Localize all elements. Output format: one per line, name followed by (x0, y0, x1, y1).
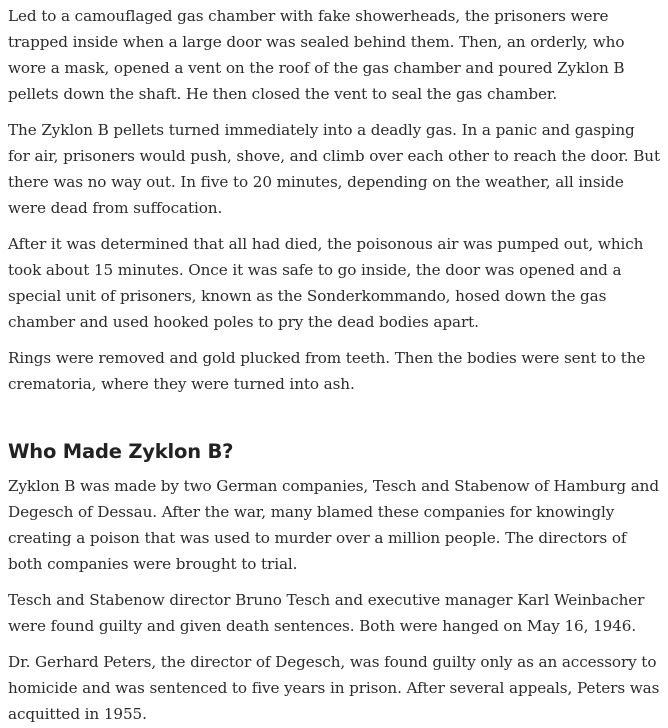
paragraph-tesch-trial: Tesch and Stabenow director Bruno Tesch and executive manager Karl Weinbacher were found guilty and given death sentences. Both were hanged on May 16, 1946. (8, 591, 645, 635)
paragraph-gas-chamber: Led to a camouflaged gas chamber with fake showerheads, the prisoners were trapped inside when a large door was sealed behind them. Then, an orderly, who wore a mask, opened a vent on the roof of the gas chamber and poured Zyklon B pellets down the shaft. He then closed the vent to seal the gas chamber. (8, 7, 625, 103)
paragraph-peters-trial: Dr. Gerhard Peters, the director of Degesch, was found guilty only as an accessory to homicide and was sentenced to five years in prison. After several appeals, Peters was acquitted in 1955. (8, 653, 660, 723)
paragraph-manufacturers: Zyklon B was made by two German companies, Tesch and Stabenow of Hamburg and Degesch of Dessau. After the war, many blamed these companies for knowingly creating a poison that was used to murder over a million people. The directors of both companies were brought to trial. (8, 477, 659, 573)
paragraph-deadly-gas: The Zyklon B pellets turned immediately into a deadly gas. In a panic and gasping for air, prisoners would push, shove, and climb over each other to reach the door. But there was no way out. In five to 20 minutes, depending on the weather, all inside were dead from suffocation. (8, 121, 660, 217)
section-heading: Who Made Zyklon B? (8, 440, 234, 463)
paragraph-crematoria: Rings were removed and gold plucked from teeth. Then the bodies were sent to the crematoria, where they were turned into ash. (8, 349, 646, 393)
paragraph-sonderkommando: After it was determined that all had died, the poisonous air was pumped out, which took about 15 minutes. Once it was safe to go inside, the door was opened and a special unit of prisoners, known as the Sonderkommando, hosed down the gas chamber and used hooked poles to pry the dead bodies apart. (8, 235, 644, 331)
